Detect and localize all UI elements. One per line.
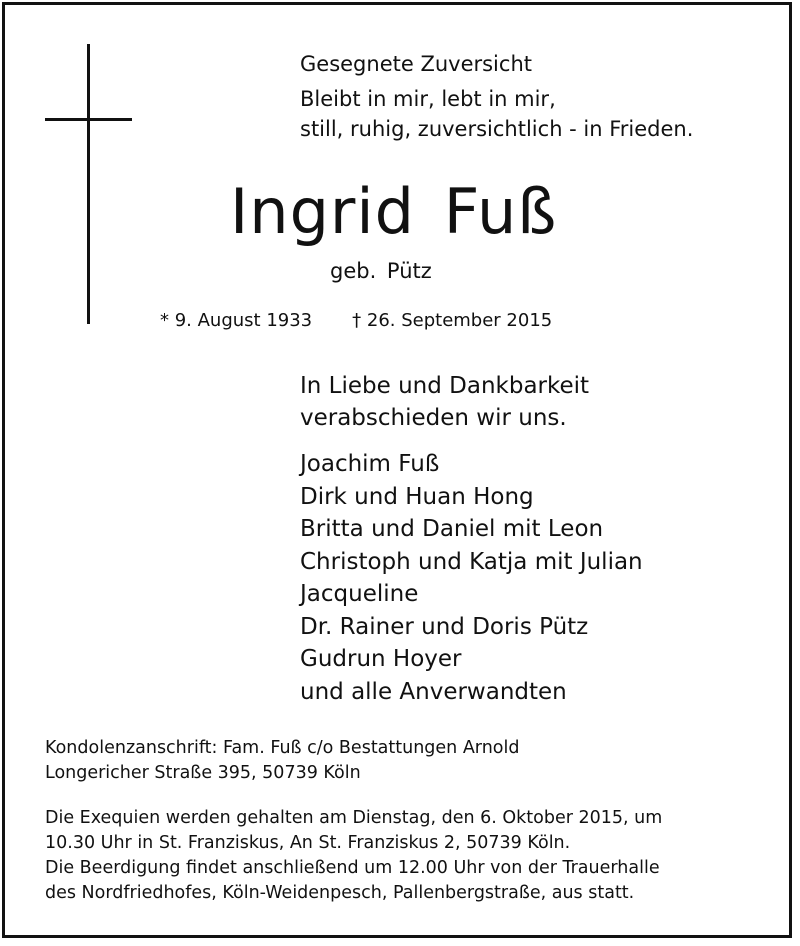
birth-date: * 9. August 1933 (160, 310, 313, 331)
family-member: Gudrun Hoyer (300, 646, 462, 672)
farewell-text (300, 370, 589, 434)
family-list (300, 448, 643, 708)
verse-text (300, 84, 693, 144)
verse-line: Bleibt in mir, lebt in mir, (300, 87, 556, 111)
service-line: Die Beerdigung findet anschließend um 12.00 Uhr von der Trauerhalle (45, 858, 660, 878)
life-dates (160, 306, 552, 336)
family-member: Britta und Daniel mit Leon (300, 516, 604, 542)
service-line: 10.30 Uhr in St. Franziskus, An St. Franziskus 2, 50739 Köln. (45, 833, 571, 853)
cross-vertical-bar (87, 44, 90, 324)
service-line: Die Exequien werden gehalten am Dienstag, den 6. Oktober 2015, um (45, 808, 663, 828)
family-member: Joachim Fuß (300, 451, 440, 477)
family-member: Dirk und Huan Hong (300, 483, 534, 510)
family-member: Christoph und Katja mit Julian (300, 548, 643, 575)
farewell-line: In Liebe und Dankbarkeit (300, 373, 590, 399)
farewell-line: verabschieden wir uns. (300, 405, 567, 431)
deceased-name: Ingrid Fuß (230, 175, 558, 248)
condolence-line: Kondolenzanschrift: Fam. Fuß c/o Bestattungen Arnold (45, 738, 520, 758)
family-member: Dr. Rainer und Doris Pütz (300, 613, 589, 640)
service-info (45, 806, 662, 906)
verse-line: still, ruhig, zuversichtlich - in Frieden. (300, 117, 694, 141)
service-line: des Nordfriedhofes, Köln-Weidenpesch, Pallenbergstraße, aus statt. (45, 883, 635, 903)
death-date: † 26. September 2015 (352, 310, 553, 331)
family-member: und alle Anverwandten (300, 678, 567, 705)
condolence-line: Longericher Straße 395, 50739 Köln (45, 763, 361, 783)
maiden-name: geb. Pütz (330, 259, 432, 283)
verse-title: Gesegnete Zuversicht (300, 52, 532, 76)
condolence-address (45, 736, 519, 786)
family-member: Jacqueline (300, 581, 419, 607)
cross-horizontal-bar (45, 118, 132, 121)
